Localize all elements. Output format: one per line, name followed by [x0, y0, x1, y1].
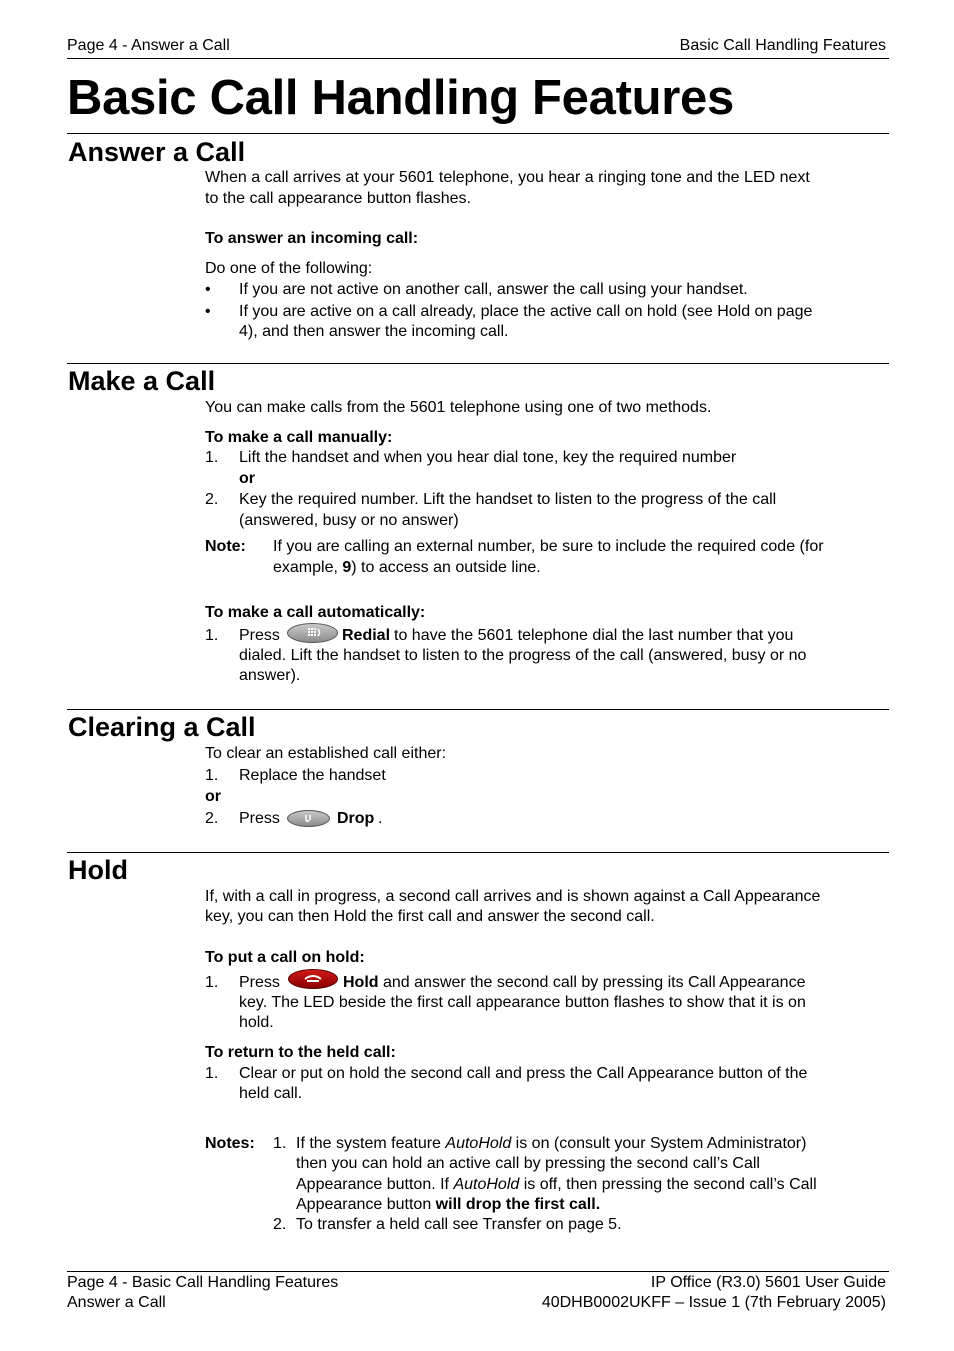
hold-button-icon	[288, 969, 338, 989]
make-intro: You can make calls from the 5601 telephone using one of two methods.	[205, 399, 712, 416]
note-1-line-3: Appearance button. If AutoHold is off, then pressing the second call’s Call	[296, 1176, 817, 1193]
note-1-line-4: Appearance button will drop the first call.	[296, 1196, 601, 1213]
note-line-1: If you are calling an external number, be sure to include the required code (for	[273, 538, 824, 555]
section-heading-make: Make a Call	[68, 366, 216, 396]
clear-intro: To clear an established call either:	[205, 745, 447, 762]
step-number: 1.	[205, 449, 219, 466]
redial-label: Redial	[342, 627, 391, 644]
note-1-line-1: If the system feature AutoHold is on (consult your System Administrator)	[296, 1135, 807, 1152]
answer-subheading: To answer an incoming call:	[205, 230, 419, 247]
header-rule	[67, 58, 889, 59]
hold-label: Hold	[343, 974, 379, 991]
hold-put-subheading: To put a call on hold:	[205, 949, 365, 966]
section-rule	[67, 363, 889, 364]
drop-button-icon	[287, 810, 330, 827]
step-number: 1.	[205, 627, 219, 644]
step-number: 2.	[205, 491, 219, 508]
make-auto-subheading: To make a call automatically:	[205, 604, 426, 621]
section-heading-hold: Hold	[68, 855, 128, 885]
header-left: Page 4 - Answer a Call	[67, 37, 230, 54]
footer-left-line-1: Page 4 - Basic Call Handling Features	[67, 1274, 339, 1291]
make-auto-line-2: dialed. Lift the handset to listen to the progress of the call (answered, busy or no	[239, 647, 807, 664]
clear-press: Press	[239, 810, 280, 827]
drop-period: .	[378, 810, 383, 827]
hold-intro-line-2: key, you can then Hold the first call and answer the second call.	[205, 908, 655, 925]
answer-intro-line-1: When a call arrives at your 5601 telephone, you hear a ringing tone and the LED next	[205, 169, 810, 186]
make-auto-line-1: to have the 5601 telephone dial the last number that you	[394, 627, 794, 644]
footer-right-line-2: 40DHB0002UKFF – Issue 1 (7th February 2005)	[541, 1294, 886, 1311]
title-rule	[67, 133, 889, 134]
note-label: Note:	[205, 538, 246, 555]
make-auto-line-3: answer).	[239, 667, 301, 684]
answer-bullet-2-line-2: 4), and then answer the incoming call.	[239, 323, 509, 340]
hold-put-press: Press	[239, 974, 280, 991]
step-number: 1.	[205, 974, 219, 991]
hold-return-line-1: Clear or put on hold the second call and press the Call Appearance button of the	[239, 1065, 808, 1082]
step-number: 1.	[205, 767, 219, 784]
footer-rule	[67, 1271, 889, 1272]
bullet-icon: •	[205, 303, 211, 320]
redial-button-icon	[287, 623, 338, 643]
note-1-line-2: then you can hold an active call by pressing the second call’s Call	[296, 1155, 760, 1172]
step-number: 2.	[205, 810, 219, 827]
bullet-icon: •	[205, 281, 211, 298]
note-number: 1.	[273, 1135, 287, 1152]
step-number: 1.	[205, 1065, 219, 1082]
make-step-1: Lift the handset and when you hear dial tone, key the required number	[239, 449, 737, 466]
answer-bullet-1: If you are not active on another call, answer the call using your handset.	[239, 281, 748, 298]
make-step-2-line-1: Key the required number. Lift the handset to listen to the progress of the call	[239, 491, 777, 508]
answer-lead: Do one of the following:	[205, 260, 373, 277]
make-manual-subheading: To make a call manually:	[205, 429, 393, 446]
answer-bullet-2-line-1: If you are active on a call already, place the active call on hold (see Hold on page	[239, 303, 813, 320]
hold-put-line-1: and answer the second call by pressing its Call Appearance	[383, 974, 806, 991]
hold-intro-line-1: If, with a call in progress, a second call arrives and is shown against a Call Appearance	[205, 888, 821, 905]
page-title: Basic Call Handling Features	[67, 71, 734, 125]
make-auto-press: Press	[239, 627, 280, 644]
clear-step-1: Replace the handset	[239, 767, 386, 784]
hold-put-line-2: key. The LED beside the first call appearance button flashes to show that it is on	[239, 994, 806, 1011]
note-line-2: example, 9) to access an outside line.	[273, 559, 541, 576]
section-heading-answer: Answer a Call	[68, 137, 246, 167]
clear-or: or	[205, 788, 221, 805]
header-right: Basic Call Handling Features	[679, 37, 886, 54]
note-number: 2.	[273, 1216, 287, 1233]
hold-return-line-2: held call.	[239, 1085, 303, 1102]
make-or: or	[239, 470, 255, 487]
footer-left-line-2: Answer a Call	[67, 1294, 166, 1311]
hold-put-line-3: hold.	[239, 1014, 274, 1031]
drop-label: Drop	[337, 810, 375, 827]
answer-intro-line-2: to the call appearance button flashes.	[205, 190, 471, 207]
section-rule	[67, 709, 889, 710]
notes-label: Notes:	[205, 1135, 255, 1152]
hold-return-subheading: To return to the held call:	[205, 1044, 396, 1061]
section-heading-clear: Clearing a Call	[68, 712, 256, 742]
section-rule	[67, 852, 889, 853]
footer-right-line-1: IP Office (R3.0) 5601 User Guide	[650, 1274, 886, 1291]
note-2: To transfer a held call see Transfer on page 5.	[296, 1216, 622, 1233]
make-step-2-line-2: (answered, busy or no answer)	[239, 512, 459, 529]
